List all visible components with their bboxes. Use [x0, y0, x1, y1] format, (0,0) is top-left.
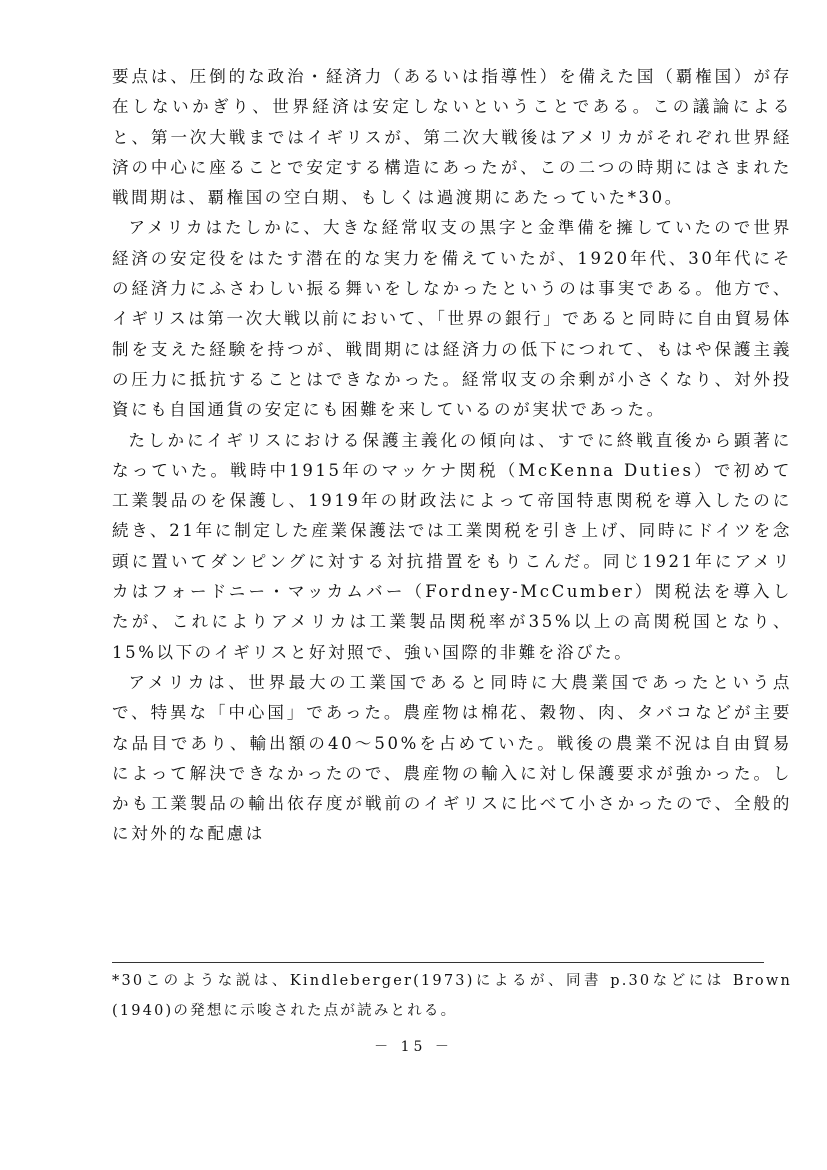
footnote-divider [112, 962, 764, 963]
paragraph-america-agriculture: アメリカは、世界最大の工業国であると同時に大農業国であったという点で、特異な「中心国」であった。農産物は棉花、穀物、肉、タバコなどが主要な品目であり、輸出額の40〜50%を占めていた。戦後の農業不況は自由貿易によって解決できなかったので、農産物の輸入に対し保護要求が強かった。しかも工業製品の輸出依存度が戦前のイギリスに比べて小さかったので、全般的に対外的な配慮は [112, 672, 792, 844]
page-number: － 15 － [374, 1039, 453, 1055]
paragraph-america-role: アメリカはたしかに、大きな経常収支の黒字と金準備を擁していたので世界経済の安定役をはたす潜在的な実力を備えていたが、1920年代、30年代にその経済力にふさわしい振る舞いをしなかったというのは事実である。他方で、イギリスは第一次大戦以前において、「世界の銀行」であると同時に自由貿易体制を支えた経験を持つが、戦間期には経済力の低下につれて、もはや保護主義の圧力に抵抗することはできなかった。経常収支の余剰が小さくなり、対外投資にも自国通貨の安定にも困難を来しているのが実状であった。 [112, 218, 792, 420]
paragraph-continued: 要点は、圧倒的な政治・経済力（あるいは指導性）を備えた国（覇権国）が存在しないかぎり、世界経済は安定しないということである。この議論によると、第一次大戦まではイギリスが、第二次大戦後はアメリカがそれぞれ世界経済の中心に座ることで安定する構造にあったが、この二つの時期にはさまれた戦間期は、覇権国の空白期、もしくは過渡期にあたっていた*30。 [112, 67, 792, 208]
body-text [112, 62, 792, 850]
footnote-30: *30このような説は、Kindleberger(1973)によるが、同書 p.30などには Brown (1940)の発想に示唆された点が読みとれる。 [112, 973, 792, 1019]
paragraph-british-protectionism: たしかにイギリスにおける保護主義化の傾向は、すでに終戦直後から顕著になっていた。戦時中1915年のマッケナ関税（McKenna Duties）で初めて工業製品のを保護し、1919年の財政法によって帝国特恵関税を導入したのに続き、21年に制定した産業保護法では工業関税を引き上げ、同時にドイツを念頭に置いてダンピングに対する対抗措置をもりこんだ。同じ1921年にアメリカはフォードニー・マッカムバー（Fordney-McCumber）関税法を導入したが、これによりアメリカは工業製品関税率が35%以上の高関税国となり、15%以下のイギリスと好対照で、強い国際的非難を浴びた。 [112, 430, 792, 662]
